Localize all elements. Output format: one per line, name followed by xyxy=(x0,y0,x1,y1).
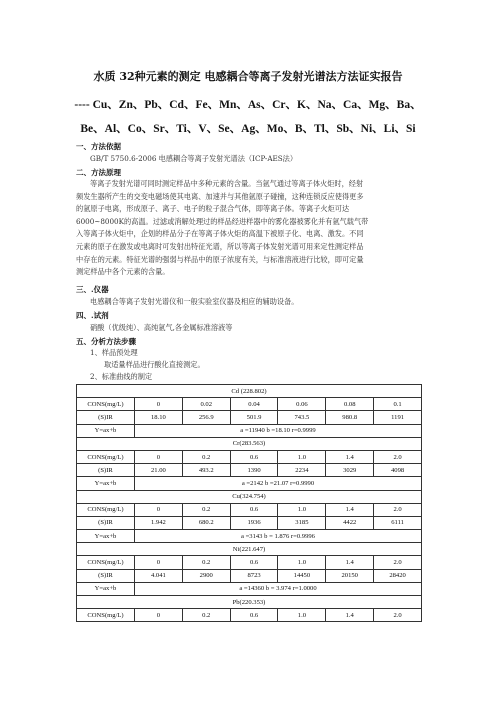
step-2-title: 2、标准曲线的制定 xyxy=(90,372,153,381)
table-cell: 1.4 xyxy=(326,450,374,463)
intensity-row xyxy=(77,411,422,424)
table-cell: 256.9 xyxy=(182,411,230,424)
table-cell: 1.942 xyxy=(135,516,183,529)
row-label: Y=ax+b xyxy=(77,477,135,490)
fit-row xyxy=(77,530,422,543)
table-cell: 4422 xyxy=(326,516,374,529)
table-cell: 8723 xyxy=(230,569,278,582)
row-label: (S)IR xyxy=(77,569,135,582)
table-cell: 18.10 xyxy=(135,411,183,424)
table-cell: 1.0 xyxy=(278,503,326,516)
table-cell: 2.0 xyxy=(374,556,422,569)
concentration-row xyxy=(77,556,422,569)
intensity-row xyxy=(77,569,422,582)
table-cell: 0.2 xyxy=(182,450,230,463)
element-header-row xyxy=(77,385,422,398)
fit-row xyxy=(77,477,422,490)
table-cell: 0.08 xyxy=(326,398,374,411)
table-cell: 2.0 xyxy=(374,503,422,516)
row-label: (S)IR xyxy=(77,464,135,477)
page-title: 水质 32种元素的测定 电感耦合等离子发射光谱法方法证实报告 xyxy=(93,70,403,83)
element-header: Pb(220.353) xyxy=(77,596,422,609)
section-1-heading: 一、方法依据 xyxy=(76,142,121,151)
paragraph-line: 中存在的元素。特征光谱的强弱与样品中的原子浓度有关，与标准溶液进行比较，即可定量 xyxy=(76,254,364,264)
table-cell: 1.0 xyxy=(278,450,326,463)
table-cell: 4098 xyxy=(374,464,422,477)
paragraph-line: 元素的原子在激发或电离时可发射出特征光谱，所以等离子体发射光谱可用来定性测定样品 xyxy=(76,241,364,251)
intensity-row xyxy=(77,464,422,477)
table-cell: 0.06 xyxy=(278,398,326,411)
section-2-paragraph xyxy=(76,178,422,279)
table-cell: 28420 xyxy=(374,569,422,582)
table-cell: 501.9 xyxy=(230,411,278,424)
table-cell: 2.0 xyxy=(374,450,422,463)
table-cell: 1.4 xyxy=(326,609,374,622)
element-header: Cr(283.563) xyxy=(77,437,422,450)
row-label: CONS(mg/L) xyxy=(77,609,135,622)
table-cell: 20150 xyxy=(326,569,374,582)
step-1-title: 1、样品预处理 xyxy=(90,348,138,357)
table-cell: 0 xyxy=(135,609,183,622)
table-cell: 0.2 xyxy=(182,556,230,569)
paragraph-line: 频发生器所产生的交变电磁场使其电离、加速并与其他氩原子碰撞，这种连锁反应使得更多 xyxy=(76,191,364,201)
section-4-heading: 四、.试剂 xyxy=(76,311,109,320)
table-cell: 6111 xyxy=(374,516,422,529)
paragraph-line: 的氩原子电离，形成原子、离子、电子的粒子混合气体，即等离子体。等离子火炬可达 xyxy=(76,204,350,214)
table-cell: 1.0 xyxy=(278,609,326,622)
section-2-heading: 二、方法原理 xyxy=(76,168,121,177)
row-label: (S)IR xyxy=(77,411,135,424)
table-cell: 0.2 xyxy=(182,503,230,516)
section-5-heading: 五、分析方法步骤 xyxy=(76,337,136,346)
fit-row xyxy=(77,582,422,595)
element-header: Cd (228.802) xyxy=(77,385,422,398)
row-label: CONS(mg/L) xyxy=(77,450,135,463)
table-cell: 1390 xyxy=(230,464,278,477)
row-label: CONS(mg/L) xyxy=(77,556,135,569)
intensity-row xyxy=(77,516,422,529)
table-cell: 1936 xyxy=(230,516,278,529)
table-cell: 743.5 xyxy=(278,411,326,424)
table-cell: 1.4 xyxy=(326,556,374,569)
table-cell: 4.041 xyxy=(135,569,183,582)
table-cell: 0.2 xyxy=(182,609,230,622)
fit-row xyxy=(77,424,422,437)
row-label: CONS(mg/L) xyxy=(77,398,135,411)
concentration-row xyxy=(77,609,422,622)
section-4-text: 硝酸（优级纯）、高纯氩气,各金属标准溶液等 xyxy=(90,323,233,332)
table-cell: 0.1 xyxy=(374,398,422,411)
row-label: Y=ax+b xyxy=(77,424,135,437)
table-cell: 0.6 xyxy=(230,450,278,463)
element-header-row xyxy=(77,543,422,556)
section-1-text: GB/T 5750.6-2006 电感耦合等离子发射光谱法（ICP-AES法） xyxy=(90,154,298,163)
paragraph-line: 测定样品中各个元素的含量。 xyxy=(76,267,170,277)
table-cell: 0 xyxy=(135,450,183,463)
table-cell: 2900 xyxy=(182,569,230,582)
row-label: Y=ax+b xyxy=(77,530,135,543)
table-cell: 1.0 xyxy=(278,556,326,569)
table-cell: 0.6 xyxy=(230,609,278,622)
row-label: (S)IR xyxy=(77,516,135,529)
table-cell: 493.2 xyxy=(182,464,230,477)
table-cell: 0.04 xyxy=(230,398,278,411)
table-cell: 0.6 xyxy=(230,556,278,569)
table-cell: 3185 xyxy=(278,516,326,529)
table-cell: 0 xyxy=(135,556,183,569)
fit-params: a =2142 b =21.07 r=0.9990 xyxy=(135,477,422,490)
table-cell: 21.00 xyxy=(135,464,183,477)
fit-params: a =14360 b = 3.974 r=1.0000 xyxy=(135,582,422,595)
table-cell: 980.8 xyxy=(326,411,374,424)
element-header-row xyxy=(77,490,422,503)
table-cell: 3029 xyxy=(326,464,374,477)
fit-params: a =11940 b =18.10 r=0.9999 xyxy=(135,424,422,437)
step-1-text: 取适量样品进行酸化直接测定。 xyxy=(104,360,205,369)
row-label: CONS(mg/L) xyxy=(77,503,135,516)
element-list-line-2: Be、Al、Co、Sr、Ti、V、Se、Ag、Mo、B、Tl、Sb、Ni、Li、Si xyxy=(80,123,416,135)
calibration-table xyxy=(76,384,422,622)
paragraph-line: 等离子发射光谱可同时测定样品中多种元素的含量。当氩气通过等离子体火炬时，经射 xyxy=(90,179,364,188)
table-cell: 680.2 xyxy=(182,516,230,529)
concentration-row xyxy=(77,503,422,516)
element-header: Cu(324.754) xyxy=(77,490,422,503)
element-list-line-1: ---- Cu、Zn、Pb、Cd、Fe、Mn、As、Cr、K、Na、Ca、Mg、Ba、 xyxy=(74,99,422,111)
element-header: Ni(221.647) xyxy=(77,543,422,556)
table-cell: 2234 xyxy=(278,464,326,477)
concentration-row xyxy=(77,450,422,463)
table-cell: 14450 xyxy=(278,569,326,582)
table-cell: 0 xyxy=(135,398,183,411)
fit-params: a =3143 b = 1.876 r=0.9996 xyxy=(135,530,422,543)
concentration-row xyxy=(77,398,422,411)
paragraph-line: 入等离子体火炬中，企划的样品分子在等离子体火炬的高温下被原子化、电离、激发。不同 xyxy=(76,229,364,239)
table-cell: 0.02 xyxy=(182,398,230,411)
paragraph-line: 6000~8000K的高温。过滤或消解处理过的样品经进样器中的雾化器被雾化并有氩气载气带 xyxy=(76,216,369,226)
element-header-row xyxy=(77,596,422,609)
section-3-heading: 三、.仪器 xyxy=(76,285,109,294)
table-cell: 0.6 xyxy=(230,503,278,516)
table-cell: 1191 xyxy=(374,411,422,424)
table-cell: 0 xyxy=(135,503,183,516)
element-header-row xyxy=(77,437,422,450)
section-3-text: 电感耦合等离子发射光谱仪和一般实验室仪器及相应的辅助设备。 xyxy=(90,297,299,306)
table-cell: 2.0 xyxy=(374,609,422,622)
table-cell: 1.4 xyxy=(326,503,374,516)
row-label: Y=ax+b xyxy=(77,582,135,595)
